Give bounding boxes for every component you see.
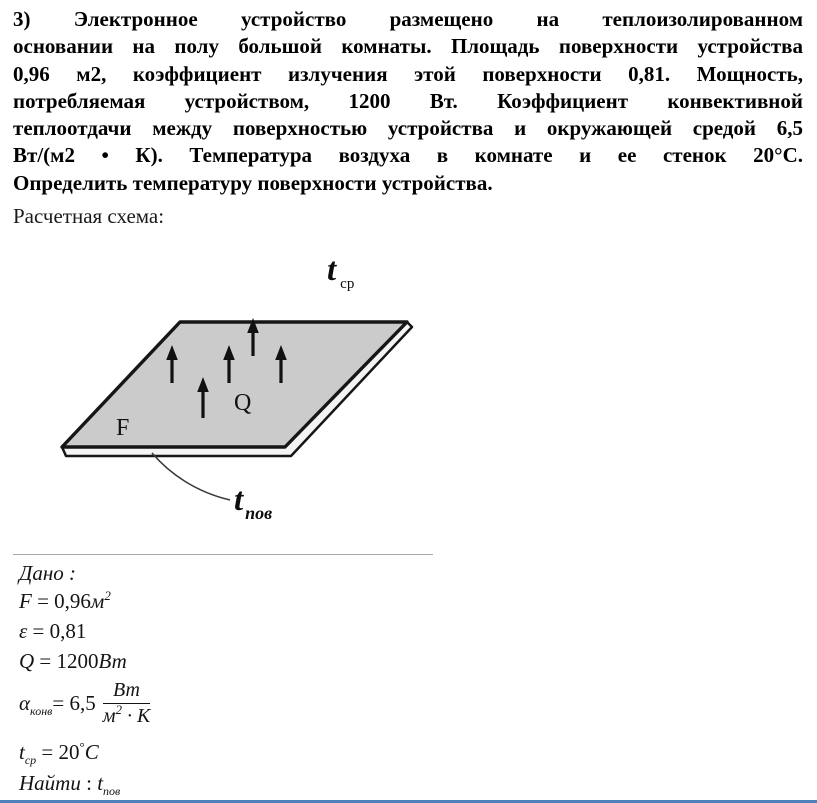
given-title: Дано : (19, 561, 77, 585)
scheme-label: Расчетная схема: (13, 204, 165, 228)
given-convection-coefficient: $\alpha_{конв}$ = 6,5 $\frac{Вт}{м^2 \cdot К}$ (19, 679, 151, 727)
problem-line: 0,96 м2, коэффициент излучения этой поверхности 0,81. Мощность, (13, 61, 803, 86)
fraction: $\frac{Вт}{м^2 \cdot К}$ (102, 679, 151, 727)
problem-line: теплоотдачи между поверхностью устройства и окружающей средой 6,5 (13, 116, 803, 141)
pointer-line (152, 453, 230, 500)
problem-line: Определить температуру поверхности устройства. (13, 170, 493, 195)
problem-line: потребляемая устройством, 1200 Вт. Коэффициент конвективной (13, 88, 803, 113)
given-ambient-temp: $t_{ср} = 20^\circ C$ (19, 739, 99, 767)
given-emissivity: ε = 0,81 (19, 619, 87, 643)
ambient-temp-label: t $_{ср}$ (327, 252, 355, 292)
divider-line (13, 554, 433, 555)
surface-temp-label: t $_{пов}$ (234, 482, 273, 523)
scheme-diagram (0, 238, 450, 528)
given-area: $F = 0,96м^2$ (19, 588, 111, 613)
problem-line: 3) Электронное устройство размещено на теплоизолированном (13, 7, 803, 31)
problem-statement (13, 6, 803, 197)
heat-flow-label: Q (234, 390, 252, 416)
given-power: Q = 1200Вт (19, 649, 127, 673)
problem-line: основании на полу большой комнаты. Площадь поверхности устройства (13, 34, 803, 59)
find-line: Найти : $t_{пов}$ (19, 771, 121, 798)
plate-area-label: F (116, 415, 130, 441)
problem-line: Вт/(м2 • К). Температура воздуха в комнате и ее стенок 20°С. (13, 143, 803, 168)
